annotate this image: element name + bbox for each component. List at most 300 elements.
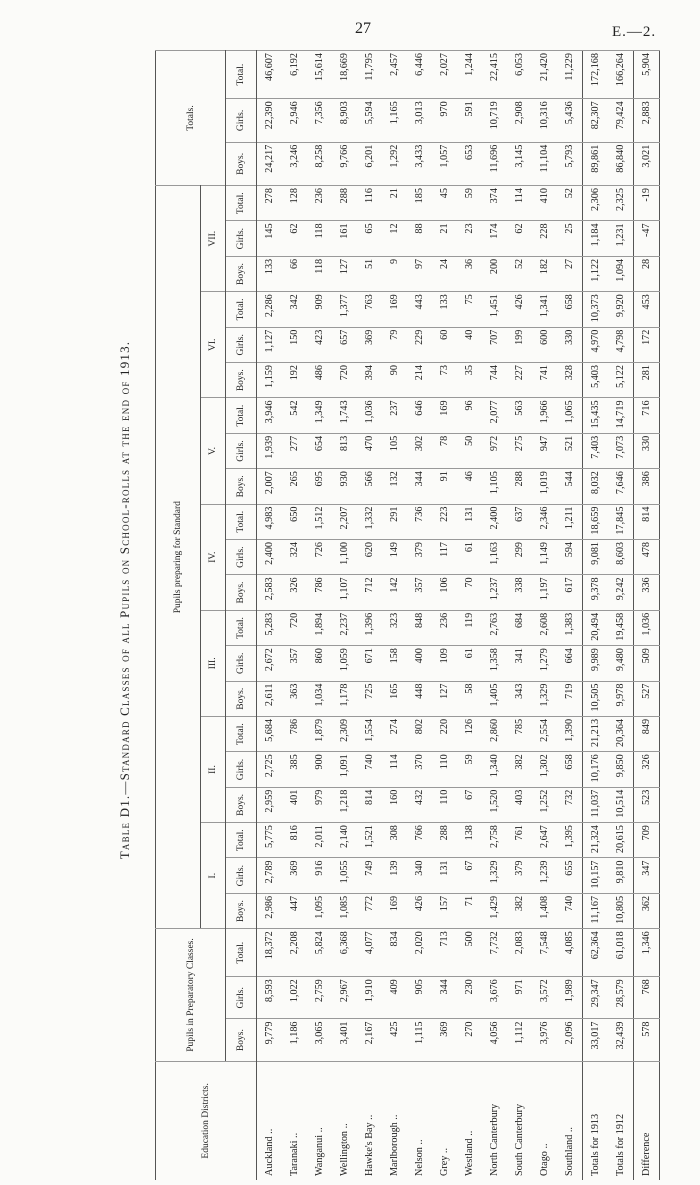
table-cell: 1,100 xyxy=(332,539,357,574)
table-cell: 2,986 xyxy=(257,893,283,928)
table-cell: 23 xyxy=(457,221,482,256)
table-cell: 2,883 xyxy=(634,99,660,142)
table-cell: 89,861 xyxy=(583,142,609,185)
table-cell: 1,383 xyxy=(557,610,583,645)
table-cell: 1,095 xyxy=(307,893,332,928)
row-label-text: Westland xyxy=(464,1138,475,1176)
table-cell: 1,554 xyxy=(357,716,382,751)
table-cell: 9,810 xyxy=(608,858,634,893)
table-cell: 2,959 xyxy=(257,787,283,822)
table-cell: 5,122 xyxy=(608,363,634,398)
table-cell: 299 xyxy=(507,539,532,574)
table-cell: 646 xyxy=(407,398,432,433)
district-row xyxy=(282,51,307,1181)
table-cell: 1,036 xyxy=(357,398,382,433)
table-cell: 1,057 xyxy=(432,142,457,185)
table-cell: 347 xyxy=(634,858,660,893)
table-cell: 1,879 xyxy=(307,716,332,751)
table-cell: 9,989 xyxy=(583,646,609,681)
table-cell: 671 xyxy=(357,646,382,681)
table-cell: -47 xyxy=(634,221,660,256)
table-cell: 10,316 xyxy=(532,99,557,142)
table-cell: 930 xyxy=(332,469,357,504)
table-cell: 1,034 xyxy=(307,681,332,716)
table-cell: 21 xyxy=(382,186,407,221)
table-cell: 905 xyxy=(407,977,432,1019)
table-cell: 3,401 xyxy=(332,1019,357,1061)
table-cell: 500 xyxy=(457,929,482,977)
table-cell: 523 xyxy=(634,787,660,822)
district-row xyxy=(557,51,583,1181)
total-column-header: Total. xyxy=(226,716,257,751)
table-cell: 131 xyxy=(432,858,457,893)
table-cell: 4,056 xyxy=(482,1019,507,1061)
table-cell: 1,127 xyxy=(257,327,283,362)
table-cell: 726 xyxy=(307,539,332,574)
table-cell: 744 xyxy=(482,363,507,398)
table-cell: 73 xyxy=(432,363,457,398)
table-cell: 275 xyxy=(507,433,532,468)
table-cell: 2,020 xyxy=(407,929,432,977)
table-cell: 719 xyxy=(557,681,583,716)
table-body xyxy=(257,51,660,1181)
leader-dots: .. xyxy=(314,1127,325,1135)
table-cell: 9,766 xyxy=(332,142,357,185)
table-cell: 379 xyxy=(407,539,432,574)
table-cell: 362 xyxy=(634,893,660,928)
table-cell: 443 xyxy=(407,292,432,327)
row-label-text: Taranaki xyxy=(289,1140,300,1176)
table-cell: 386 xyxy=(634,469,660,504)
table-cell: 1,939 xyxy=(257,433,283,468)
district-row xyxy=(532,51,557,1181)
table-cell: 116 xyxy=(357,186,382,221)
table-cell: 786 xyxy=(307,575,332,610)
table-cell: 227 xyxy=(507,363,532,398)
table-cell: 1,055 xyxy=(332,858,357,893)
boys-column-header: Boys. xyxy=(226,1019,257,1061)
row-label-text: Grey xyxy=(439,1155,450,1176)
table-cell: 185 xyxy=(407,186,432,221)
table-cell: 749 xyxy=(357,858,382,893)
table-cell: 1,390 xyxy=(557,716,583,751)
table-cell: 761 xyxy=(507,823,532,858)
table-cell: 1,520 xyxy=(482,787,507,822)
table-cell: 5,684 xyxy=(257,716,283,751)
table-cell: 1,910 xyxy=(357,977,382,1019)
table-cell: 114 xyxy=(382,752,407,787)
table-cell: 2,672 xyxy=(257,646,283,681)
table-cell: 1,329 xyxy=(482,858,507,893)
table-cell: 157 xyxy=(432,893,457,928)
table-cell: 18,372 xyxy=(257,929,283,977)
parliamentary-paper-code: E.—2. xyxy=(612,24,657,40)
table-cell: 326 xyxy=(282,575,307,610)
table-cell: 21,213 xyxy=(583,716,609,751)
table-cell: 78 xyxy=(432,433,457,468)
girls-column-header: Girls. xyxy=(226,433,257,468)
row-label xyxy=(332,1061,357,1180)
table-cell: 344 xyxy=(432,977,457,1019)
boys-column-header: Boys. xyxy=(226,787,257,822)
table-cell: 5,793 xyxy=(557,142,583,185)
table-cell: 11,104 xyxy=(532,142,557,185)
table-cell: 142 xyxy=(382,575,407,610)
table-cell: 133 xyxy=(432,292,457,327)
table-cell: 768 xyxy=(634,977,660,1019)
table-cell: 1,178 xyxy=(332,681,357,716)
table-cell: 3,946 xyxy=(257,398,283,433)
totals-row xyxy=(608,51,634,1181)
table-cell: 423 xyxy=(307,327,332,362)
table-cell: 1,966 xyxy=(532,398,557,433)
total-column-header: Total. xyxy=(226,610,257,645)
row-label xyxy=(482,1061,507,1180)
table-cell: 1,218 xyxy=(332,787,357,822)
row-label xyxy=(382,1061,407,1180)
table-cell: 566 xyxy=(357,469,382,504)
table-cell: 617 xyxy=(557,575,583,610)
total-column-header: Total. xyxy=(226,504,257,539)
row-label-text: Southland xyxy=(564,1134,575,1176)
table-cell: 1,237 xyxy=(482,575,507,610)
standard-header: VI. xyxy=(201,292,226,398)
table-cell: 447 xyxy=(282,893,307,928)
table-cell: 370 xyxy=(407,752,432,787)
table-cell: 22,415 xyxy=(482,51,507,99)
table-cell: 2,967 xyxy=(332,977,357,1019)
table-cell: 344 xyxy=(407,469,432,504)
table-cell: 67 xyxy=(457,858,482,893)
table-cell: 133 xyxy=(257,256,283,291)
page-number: 27 xyxy=(355,20,371,37)
table-cell: 2,611 xyxy=(257,681,283,716)
table-cell: 343 xyxy=(507,681,532,716)
table-cell: 340 xyxy=(407,858,432,893)
table-cell: 61 xyxy=(457,646,482,681)
table-cell: 1,184 xyxy=(583,221,609,256)
table-cell: 2,908 xyxy=(507,99,532,142)
table-cell: 29,347 xyxy=(583,977,609,1019)
table-cell: 90 xyxy=(382,363,407,398)
table-cell: 2,096 xyxy=(557,1019,583,1061)
table-cell: 578 xyxy=(634,1019,660,1061)
table-cell: 658 xyxy=(557,292,583,327)
table-cell: 695 xyxy=(307,469,332,504)
table-cell: 229 xyxy=(407,327,432,362)
total-column-header: Total. xyxy=(226,823,257,858)
table-cell: 174 xyxy=(482,221,507,256)
table-cell: 1,989 xyxy=(557,977,583,1019)
district-row xyxy=(482,51,507,1181)
row-label xyxy=(407,1061,432,1180)
total-column-header: Total. xyxy=(226,398,257,433)
table-cell: 544 xyxy=(557,469,583,504)
table-cell: 3,676 xyxy=(482,977,507,1019)
table-cell: 849 xyxy=(634,716,660,751)
boys-column-header: Boys. xyxy=(226,142,257,185)
table-cell: 118 xyxy=(307,256,332,291)
table-cell: 713 xyxy=(432,929,457,977)
table-cell: 1,512 xyxy=(307,504,332,539)
table-cell: 9,779 xyxy=(257,1019,283,1061)
table-cell: 521 xyxy=(557,433,583,468)
table-cell: 509 xyxy=(634,646,660,681)
table-cell: -19 xyxy=(634,186,660,221)
table-cell: 650 xyxy=(282,504,307,539)
table-cell: 291 xyxy=(382,504,407,539)
table-cell: 15,435 xyxy=(583,398,609,433)
table-cell: 169 xyxy=(382,292,407,327)
table-cell: 119 xyxy=(457,610,482,645)
table-cell: 139 xyxy=(382,858,407,893)
table-cell: 36 xyxy=(457,256,482,291)
table-cell: 20,615 xyxy=(608,823,634,858)
table-cell: 51 xyxy=(357,256,382,291)
table-cell: 410 xyxy=(532,186,557,221)
table-cell: 382 xyxy=(507,752,532,787)
table-cell: 61,018 xyxy=(608,929,634,977)
table-cell: 192 xyxy=(282,363,307,398)
table-cell: 14,719 xyxy=(608,398,634,433)
table-cell: 9,378 xyxy=(583,575,609,610)
row-label xyxy=(257,1061,283,1180)
standard-header: I. xyxy=(201,823,226,929)
table-cell: 716 xyxy=(634,398,660,433)
table-cell: 169 xyxy=(382,893,407,928)
table-cell: 401 xyxy=(282,787,307,822)
table-cell: 66 xyxy=(282,256,307,291)
table-cell: 288 xyxy=(432,823,457,858)
table-cell: 1,231 xyxy=(608,221,634,256)
table-cell: 330 xyxy=(557,327,583,362)
table-cell: 600 xyxy=(532,327,557,362)
table-cell: 409 xyxy=(382,977,407,1019)
leader-dots: .. xyxy=(389,1114,400,1123)
girls-column-header: Girls. xyxy=(226,99,257,142)
table-cell: 127 xyxy=(332,256,357,291)
table-cell: 763 xyxy=(357,292,382,327)
table-cell: 6,053 xyxy=(507,51,532,99)
leader-dots: .. xyxy=(364,1114,375,1123)
table-cell: 302 xyxy=(407,433,432,468)
table-cell: 91 xyxy=(432,469,457,504)
table-cell: 22,390 xyxy=(257,99,283,142)
table-cell: 9,480 xyxy=(608,646,634,681)
sub-header-row xyxy=(226,51,257,1181)
table-cell: 9 xyxy=(382,256,407,291)
table-cell: 657 xyxy=(332,327,357,362)
total-column-header: Total. xyxy=(226,292,257,327)
table-cell: 6,368 xyxy=(332,929,357,977)
table-cell: 138 xyxy=(457,823,482,858)
table-cell: 336 xyxy=(634,575,660,610)
table-cell: 448 xyxy=(407,681,432,716)
table-cell: 166,264 xyxy=(608,51,634,99)
row-label-text: South Canterbury xyxy=(514,1103,525,1176)
table-cell: 338 xyxy=(507,575,532,610)
table-cell: 357 xyxy=(407,575,432,610)
table-cell: 11,229 xyxy=(557,51,583,99)
table-cell: 158 xyxy=(382,646,407,681)
table-cell: 46 xyxy=(457,469,482,504)
table-cell: 15,614 xyxy=(307,51,332,99)
table-cell: 403 xyxy=(507,787,532,822)
table-cell: 786 xyxy=(282,716,307,751)
table-cell: 1,186 xyxy=(282,1019,307,1061)
table-cell: 106 xyxy=(432,575,457,610)
table-cell: 12 xyxy=(382,221,407,256)
table-cell: 909 xyxy=(307,292,332,327)
table-cell: 1,521 xyxy=(357,823,382,858)
table-cell: 110 xyxy=(432,787,457,822)
table-cell: 374 xyxy=(482,186,507,221)
table-cell: 5,283 xyxy=(257,610,283,645)
table-cell: 725 xyxy=(357,681,382,716)
table-cell: 40 xyxy=(457,327,482,362)
total-column-header: Total. xyxy=(226,51,257,99)
table-cell: 46,607 xyxy=(257,51,283,99)
table-cell: 10,157 xyxy=(583,858,609,893)
table-cell: 2,763 xyxy=(482,610,507,645)
table-cell: 369 xyxy=(432,1019,457,1061)
table-cell: 2,286 xyxy=(257,292,283,327)
table-cell: 131 xyxy=(457,504,482,539)
table-cell: 2,400 xyxy=(482,504,507,539)
table-cell: 150 xyxy=(282,327,307,362)
table-cell: 3,433 xyxy=(407,142,432,185)
table-cell: 2,011 xyxy=(307,823,332,858)
table-cell: 3,246 xyxy=(282,142,307,185)
table-cell: 6,201 xyxy=(357,142,382,185)
table-cell: 2,208 xyxy=(282,929,307,977)
table-cell: 165 xyxy=(382,681,407,716)
table-cell: 270 xyxy=(457,1019,482,1061)
table-cell: 741 xyxy=(532,363,557,398)
boys-column-header: Boys. xyxy=(226,681,257,716)
table-cell: 979 xyxy=(307,787,332,822)
table-cell: 11,795 xyxy=(357,51,382,99)
row-label-text: Totals for 1913 xyxy=(590,1113,601,1176)
table-cell: 79 xyxy=(382,327,407,362)
table-cell: 5,775 xyxy=(257,823,283,858)
table-cell: 2,007 xyxy=(257,469,283,504)
table-cell: 50 xyxy=(457,433,482,468)
table-cell: 11,037 xyxy=(583,787,609,822)
table-cell: 7,732 xyxy=(482,929,507,977)
table-cell: 1,408 xyxy=(532,893,557,928)
table-cell: 10,176 xyxy=(583,752,609,787)
table-cell: 11,167 xyxy=(583,893,609,928)
table-cell: 2,325 xyxy=(608,186,634,221)
row-label-text: Hawke's Bay xyxy=(364,1122,375,1176)
table-cell: 655 xyxy=(557,858,583,893)
table-cell: 527 xyxy=(634,681,660,716)
table-cell: 61 xyxy=(457,539,482,574)
table-cell: 2,457 xyxy=(382,51,407,99)
table-cell: 105 xyxy=(382,433,407,468)
table-cell: 28 xyxy=(634,256,660,291)
row-label xyxy=(634,1061,660,1180)
row-label-text: Otago xyxy=(539,1151,550,1176)
leader-dots: .. xyxy=(414,1139,425,1148)
table-cell: 1,239 xyxy=(532,858,557,893)
table-cell: 5,594 xyxy=(357,99,382,142)
table-cell: 326 xyxy=(634,752,660,787)
table-cell: 1,105 xyxy=(482,469,507,504)
district-header: Education Districts. xyxy=(156,1061,257,1180)
table-cell: 4,798 xyxy=(608,327,634,362)
table-cell: 426 xyxy=(507,292,532,327)
table-cell: 400 xyxy=(407,646,432,681)
table-cell: 62,364 xyxy=(583,929,609,977)
leader-dots: .. xyxy=(339,1123,350,1131)
table-cell: 1,396 xyxy=(357,610,382,645)
table-cell: 25 xyxy=(557,221,583,256)
table-cell: 172 xyxy=(634,327,660,362)
table-cell: 385 xyxy=(282,752,307,787)
table-cell: 281 xyxy=(634,363,660,398)
table-cell: 707 xyxy=(482,327,507,362)
row-label-text: Wanganui xyxy=(314,1134,325,1176)
table-cell: 126 xyxy=(457,716,482,751)
table-cell: 709 xyxy=(634,823,660,858)
table-cell: 19,458 xyxy=(608,610,634,645)
table-cell: 3,013 xyxy=(407,99,432,142)
table-cell: 947 xyxy=(532,433,557,468)
table-cell: 916 xyxy=(307,858,332,893)
row-label xyxy=(432,1061,457,1180)
table-cell: 223 xyxy=(432,504,457,539)
table-cell: 9,242 xyxy=(608,575,634,610)
table-cell: 1,743 xyxy=(332,398,357,433)
row-label-text: Marlborough xyxy=(389,1122,400,1176)
row-label-text: Auckland xyxy=(264,1136,275,1176)
table-cell: 658 xyxy=(557,752,583,787)
girls-column-header: Girls. xyxy=(226,752,257,787)
table-cell: 563 xyxy=(507,398,532,433)
table-cell: 394 xyxy=(357,363,382,398)
table-cell: 712 xyxy=(357,575,382,610)
rotated-table-frame xyxy=(155,50,685,1180)
table-cell: 1,107 xyxy=(332,575,357,610)
girls-column-header: Girls. xyxy=(226,539,257,574)
table-cell: 24,217 xyxy=(257,142,283,185)
table-cell: 1,279 xyxy=(532,646,557,681)
table-cell: 1,149 xyxy=(532,539,557,574)
table-cell: 4,085 xyxy=(557,929,583,977)
table-cell: 740 xyxy=(557,893,583,928)
table-cell: 860 xyxy=(307,646,332,681)
district-row xyxy=(507,51,532,1181)
table-cell: 1,341 xyxy=(532,292,557,327)
row-label xyxy=(357,1061,382,1180)
table-cell: 816 xyxy=(282,823,307,858)
table-cell: 1,332 xyxy=(357,504,382,539)
table-cell: 117 xyxy=(432,539,457,574)
table-cell: 4,983 xyxy=(257,504,283,539)
table-cell: 110 xyxy=(432,752,457,787)
table-cell: 5,403 xyxy=(583,363,609,398)
table-cell: 70 xyxy=(457,575,482,610)
standard-header: IV. xyxy=(201,504,226,610)
table-cell: 369 xyxy=(357,327,382,362)
table-cell: 1,429 xyxy=(482,893,507,928)
table-cell: 3,976 xyxy=(532,1019,557,1061)
table-cell: 118 xyxy=(307,221,332,256)
table-cell: 10,514 xyxy=(608,787,634,822)
table-cell: 1,036 xyxy=(634,610,660,645)
